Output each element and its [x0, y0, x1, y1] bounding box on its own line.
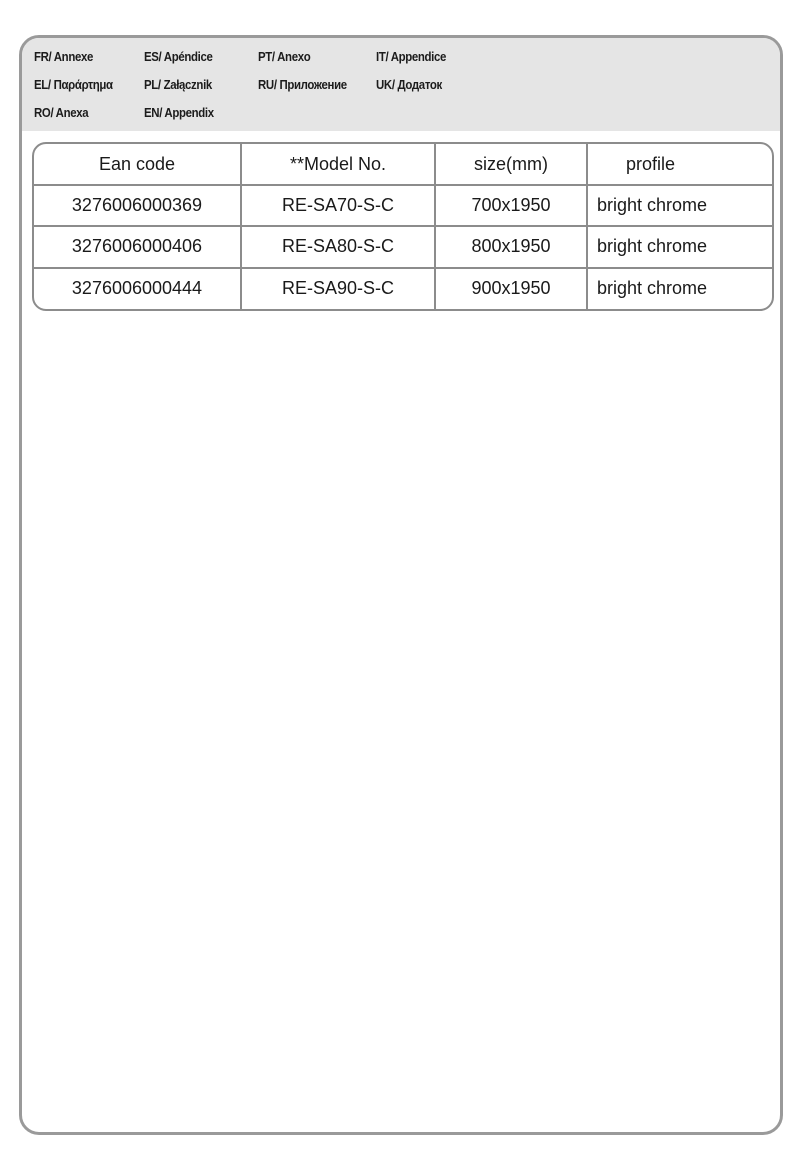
- column-header-size: size(mm): [435, 144, 587, 185]
- model-no-cell: RE-SA80-S-C: [241, 226, 435, 267]
- column-header-ean-code: Ean code: [34, 144, 241, 185]
- lang-label-uk: UK/ Додаток: [376, 77, 442, 92]
- profile-cell: bright chrome: [587, 185, 772, 226]
- table-row: [34, 268, 772, 309]
- table-header-row: [34, 144, 772, 185]
- lang-label-it: IT/ Appendice: [376, 49, 447, 64]
- lang-label-es: ES/ Apéndice: [144, 49, 213, 64]
- product-table-container: [32, 142, 774, 311]
- size-cell: 700x1950: [435, 185, 587, 226]
- page-frame: [19, 35, 783, 1135]
- lang-label-pl: PL/ Załącznik: [144, 77, 212, 92]
- lang-label-ru: RU/ Приложение: [258, 77, 347, 92]
- size-cell: 900x1950: [435, 268, 587, 309]
- column-header-profile: profile: [587, 144, 772, 185]
- profile-cell: bright chrome: [597, 278, 708, 299]
- model-no-cell: RE-SA70-S-C: [241, 185, 435, 226]
- ean-code-cell: 3276006000369: [34, 185, 241, 226]
- ean-code-cell: 3276006000406: [34, 226, 241, 267]
- lang-label-ro: RO/ Anexa: [34, 105, 89, 120]
- profile-cell: bright chrome: [587, 226, 772, 267]
- lang-label-en: EN/ Appendix: [144, 105, 214, 120]
- language-header: [22, 38, 780, 131]
- table-row: [34, 226, 772, 267]
- lang-label-pt: PT/ Anexo: [258, 49, 311, 64]
- model-no-cell: RE-SA90-S-C: [241, 268, 435, 309]
- table-row: [34, 185, 772, 226]
- product-table: [34, 144, 772, 309]
- ean-code-cell: 3276006000444: [34, 268, 241, 309]
- size-cell: 800x1950: [435, 226, 587, 267]
- lang-label-fr: FR/ Annexe: [34, 49, 93, 64]
- lang-label-el: EL/ Παράρτημα: [34, 77, 113, 92]
- column-header-model-no: **Model No.: [241, 144, 435, 185]
